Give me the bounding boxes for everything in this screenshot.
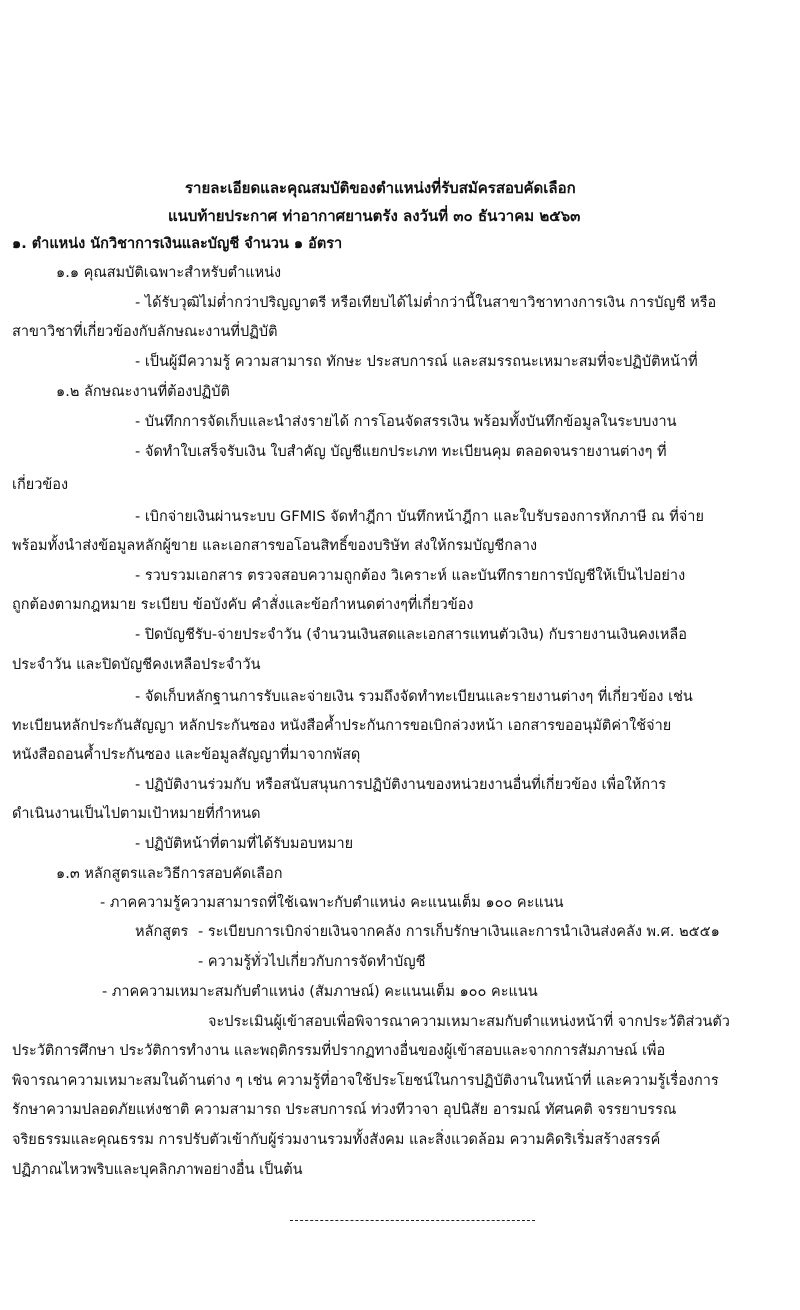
duty-item-8: - ปฏิบัติหน้าที่ตามที่ได้รับมอบหมาย bbox=[135, 836, 354, 852]
duty-item-7-line-2: ดำเนินงานเป็นไปตามเป้าหมายที่กำหนด bbox=[12, 806, 261, 822]
duty-item-5-line-2: ประจำวัน และปิดบัญชีคงเหลือประจำวัน bbox=[12, 657, 261, 673]
exam-part-1: - ภาคความรู้ความสามารถที่ใช้เฉพาะกับตำแหน่ง คะแนนเต็ม ๑๐๐ คะแนน bbox=[100, 895, 564, 911]
qualification-item-1-line-2: สาขาวิชาที่เกี่ยวข้องกับลักษณะงานที่ปฏิบัติ bbox=[12, 324, 278, 340]
curriculum-label: หลักสูตร bbox=[135, 924, 189, 940]
duty-item-7-line-1: - ปฏิบัติงานร่วมกับ หรือสนับสนุนการปฏิบัติงานของหน่วยงานอื่นที่เกี่ยวข้อง เพื่อให้การ bbox=[135, 777, 667, 793]
interview-paragraph-line-1: จะประเมินผู้เข้าสอบเพื่อพิจารณาความเหมาะสมกับตำแหน่งหน้าที่ จากประวัติส่วนตัว bbox=[208, 1014, 730, 1030]
duty-item-6-line-1: - จัดเก็บหลักฐานการรับและจ่ายเงิน รวมถึงจัดทำทะเบียนและรายงานต่างๆ ที่เกี่ยวข้อง เช่น bbox=[135, 689, 693, 705]
interview-paragraph-line-6: ปฏิภาณไหวพริบและบุคลิกภาพอย่างอื่น เป็นต้น bbox=[12, 1162, 303, 1178]
duty-item-2-line-2: เกี่ยวข้อง bbox=[12, 477, 69, 493]
interview-paragraph-line-2: ประวัติการศึกษา ประวัติการทำงาน และพฤติกรรมที่ปรากฏทางอื่นของผู้เข้าสอบและจากการสัมภาษณ์ เพื่อ bbox=[12, 1043, 666, 1059]
interview-paragraph-line-3: พิจารณาความเหมาะสมในด้านต่าง ๆ เช่น ความรู้ที่อาจใช้ประโยชน์ในการปฏิบัติงานในหน้าที่ และความรู้เรื่องการ bbox=[12, 1073, 719, 1089]
position-heading: ๑. ตำแหน่ง นักวิชาการเงินและบัญชี จำนวน ๑ อัตรา bbox=[12, 236, 343, 252]
section-1-1-heading: ๑.๑ คุณสมบัติเฉพาะสำหรับตำแหน่ง bbox=[56, 265, 282, 281]
interview-paragraph-line-4: รักษาความปลอดภัยแห่งชาติ ความสามารถ ประสบการณ์ ท่วงทีวาจา อุปนิสัย อารมณ์ ทัศนคติ จรรยาบรรณ bbox=[12, 1102, 677, 1118]
qualification-item-2: - เป็นผู้มีความรู้ ความสามารถ ทักษะ ประสบการณ์ และสมรรถนะเหมาะสมที่จะปฏิบัติหน้าที่ bbox=[135, 354, 698, 370]
duty-item-6-line-3: หนังสือถอนค้ำประกันซอง และข้อมูลสัญญาที่มาจากพัสดุ bbox=[12, 747, 361, 763]
duty-item-3-line-2: พร้อมทั้งนำส่งข้อมูลหลักผู้ขาย และเอกสารขอโอนสิทธิ์ของบริษัท ส่งให้กรมบัญชีกลาง bbox=[12, 538, 538, 554]
exam-part-2: - ภาคความเหมาะสมกับตำแหน่ง (สัมภาษณ์) คะแนนเต็ม ๑๐๐ คะแนน bbox=[102, 984, 538, 1000]
duty-item-3-line-1: - เบิกจ่ายเงินผ่านระบบ GFMIS จัดทำฎีกา บันทึกหน้าฎีกา และใบรับรองการหักภาษี ณ ที่จ่าย bbox=[135, 509, 704, 525]
section-1-2-heading: ๑.๒ ลักษณะงานที่ต้องปฏิบัติ bbox=[56, 384, 230, 400]
duty-item-6-line-2: ทะเบียนหลักประกันสัญญา หลักประกันซอง หนังสือค้ำประกันการขอเบิกล่วงหน้า เอกสารขออนุมัติค่าใช้จ่าย bbox=[12, 718, 672, 734]
interview-paragraph-line-5: จริยธรรมและคุณธรรม การปรับตัวเข้ากับผู้ร่วมงานรวมทั้งสังคม และสิ่งแวดล้อม ความคิดริเริ่มสร้างสรรค์ bbox=[12, 1132, 661, 1148]
duty-item-5-line-1: - ปิดบัญชีรับ-จ่ายประจำวัน (จำนวนเงินสดและเอกสารแทนตัวเงิน) กับรายงานเงินคงเหลือ bbox=[135, 627, 687, 643]
duty-item-4-line-1: - รวบรวมเอกสาร ตรวจสอบความถูกต้อง วิเคราะห์ และบันทึกรายการบัญชีให้เป็นไปอย่าง bbox=[135, 568, 686, 584]
qualification-item-1-line-1: - ได้รับวุฒิไม่ต่ำกว่าปริญญาตรี หรือเทียบได้ไม่ต่ำกว่านี้ในสาขาวิชาทางการเงิน การบัญชี หรือ bbox=[135, 295, 717, 311]
duty-item-4-line-2: ถูกต้องตามกฎหมาย ระเบียบ ข้อบังคับ คำสั่งและข้อกำหนดต่างๆที่เกี่ยวข้อง bbox=[12, 597, 474, 613]
section-1-3-heading: ๑.๓ หลักสูตรและวิธีการสอบคัดเลือก bbox=[56, 866, 283, 882]
curriculum-item-2: - ความรู้ทั่วไปเกี่ยวกับการจัดทำบัญชี bbox=[198, 954, 426, 970]
duty-item-1: - บันทึกการจัดเก็บและนำส่งรายได้ การโอนจัดสรรเงิน พร้อมทั้งบันทึกข้อมูลในระบบงาน bbox=[135, 414, 677, 430]
document-subtitle: แนบท้ายประกาศ ท่าอากาศยานตรัง ลงวันที่ ๓๐ ธันวาคม ๒๕๖๓ bbox=[168, 207, 581, 225]
duty-item-2-line-1: - จัดทำใบเสร็จรับเงิน ใบสำคัญ บัญชีแยกประเภท ทะเบียนคุม ตลอดจนรายงานต่างๆ ที่ bbox=[135, 444, 667, 460]
end-divider bbox=[290, 1220, 535, 1221]
document-title: รายละเอียดและคุณสมบัติของตำแหน่งที่รับสมัครสอบคัดเลือก bbox=[185, 179, 576, 197]
curriculum-item-1: - ระเบียบการเบิกจ่ายเงินจากคลัง การเก็บรักษาเงินและการนำเงินส่งคลัง พ.ศ. ๒๕๕๑ bbox=[198, 924, 720, 940]
